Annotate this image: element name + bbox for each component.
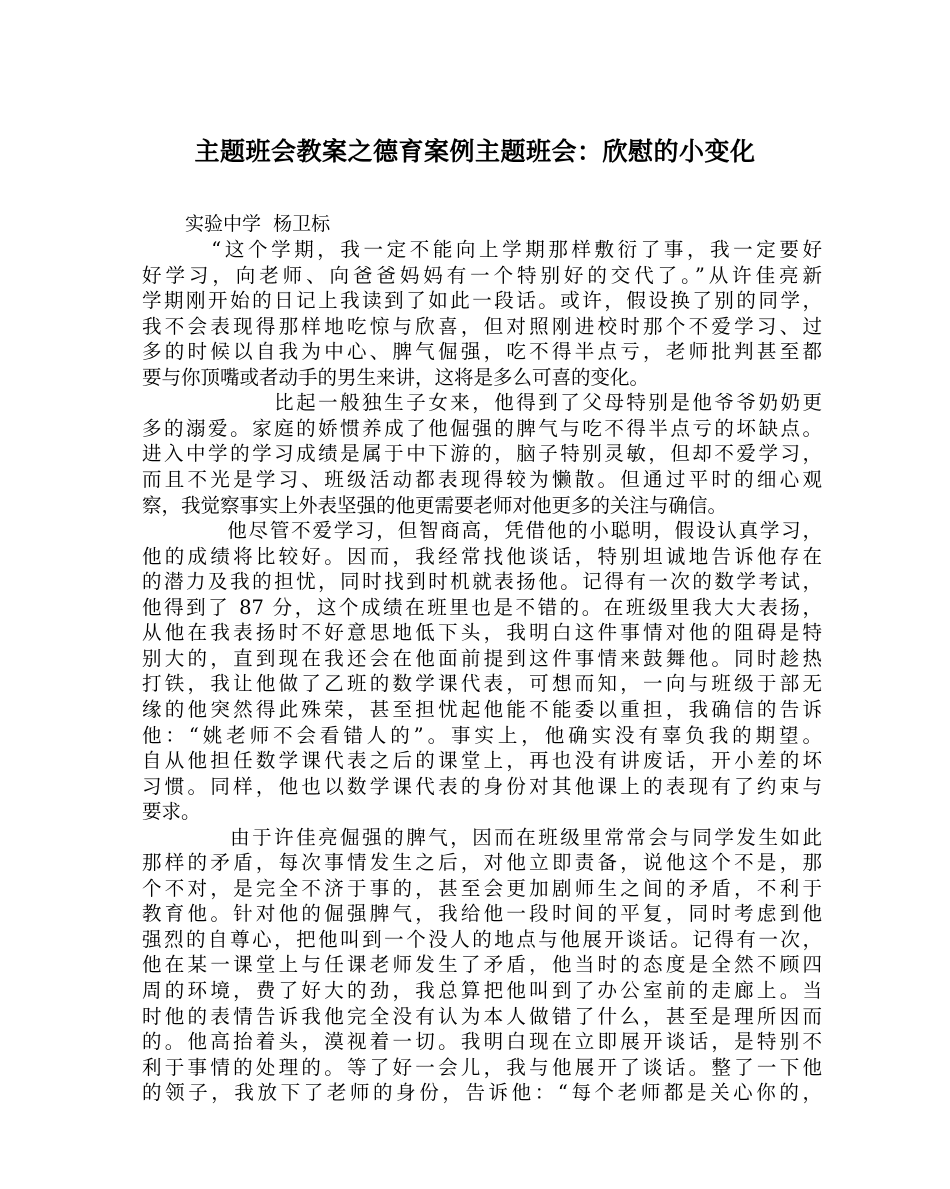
body-line: 察，我觉察事实上外表坚强的他更需要老师对他更多的关注与确信。 [142,493,728,517]
body-line: 习惯。同样，他也以数学课代表的身份对其他课上的表现有了约束与 [142,774,822,798]
body-line: 由于许佳亮倔强的脾气，因而在班级里常常会与同学发生如此 [142,825,822,849]
body-line: 的。他高抬着头，漠视着一切。我明白现在立即展开谈话，是特别不 [142,1030,822,1054]
body-line: 要求。 [142,800,201,824]
body-line: 他在某一课堂上与任课老师发生了矛盾，他当时的态度是全然不顾四 [142,953,822,977]
body-line: 周的环境，费了好大的劲，我总算把他叫到了办公室前的走廊上。当 [142,979,822,1002]
body-line: 打铁，我让他做了乙班的数学课代表，可想而知，一向与班级于部无 [142,672,822,696]
body-line: 自从他担任数学课代表之后的课堂上，再也没有讲废话，开小差的坏 [142,749,822,772]
body-line: 教育他。针对他的倔强脾气，我给他一段时间的平复，同时考虑到他 [142,902,822,926]
body-line: 时他的表情告诉我他完全没有认为本人做错了什么，甚至是理所因而 [142,1004,822,1028]
body-line: 我不会表现得那样地吃惊与欣喜，但对照刚进校时那个不爱学习、过 [142,314,822,338]
body-line: 多的溺爱。家庭的娇惯养成了他倔强的脾气与吃不得半点亏的坏缺点。 [142,416,822,440]
body-line: 的领子，我放下了老师的身份，告诉他：“每个老师都是关心你的， [142,1081,822,1105]
body-line: “这个学期，我一定不能向上学期那样敷衍了事，我一定要好 [142,238,822,261]
body-line: 进入中学的学习成绩是属于中下游的，脑子特别灵敏，但却不爱学习， [142,442,822,466]
body-line: 缘的他突然得此殊荣，甚至担忧起他能不能委以重担，我确信的告诉 [142,697,822,721]
body-line: 从他在我表扬时不好意思地低下头，我明白这件事情对他的阻碍是特 [142,621,822,645]
body-line: 他：“姚老师不会看错人的”。事实上，他确实没有辜负我的期望。 [142,723,822,747]
body-line: 多的时候以自我为中心、脾气倔强，吃不得半点亏，老师批判甚至都 [142,340,822,364]
body-line: 他的成绩将比较好。因而，我经常找他谈话，特别坦诚地告诉他存在 [142,544,822,568]
body-line: 好学习，向老师、向爸爸妈妈有一个特别好的交代了。”从许佳亮新 [142,263,822,287]
body-line: 而且不光是学习、班级活动都表现得较为懒散。但通过平时的细心观 [142,468,822,491]
body-line: 学期刚开始的日记上我读到了如此一段话。或许，假设换了别的同学， [142,289,822,313]
body-line: 比起一般独生子女来，他得到了父母特别是他爷爷奶奶更 [142,391,822,415]
author-line: 实验中学 杨卫标 [185,213,331,235]
body-line: 他尽管不爱学习，但智商高，凭借他的小聪明，假设认真学习， [142,519,822,542]
body-line: 强烈的自尊心，把他叫到一个没人的地点与他展开谈话。记得有一次， [142,927,822,951]
body-line: 个不对，是完全不济于事的，甚至会更加剧师生之间的矛盾，不利于 [142,876,822,900]
body-line: 要与你顶嘴或者动手的男生来讲，这将是多么可喜的变化。 [142,365,650,389]
body-line: 的潜力及我的担忧，同时找到时机就表扬他。记得有一次的数学考试， [142,570,822,594]
document-title: 主题班会教案之德育案例主题班会：欣慰的小变化 [194,137,756,166]
body-line: 他得到了 87 分，这个成绩在班里也是不错的。在班级里我大大表扬， [142,595,822,619]
body-line: 别大的，直到现在我还会在他面前提到这件事情来鼓舞他。同时趁热 [142,646,822,670]
body-line: 那样的矛盾，每次事情发生之后，对他立即责备，说他这个不是，那 [142,851,822,875]
body-line: 利于事情的处理的。等了好一会儿，我与他展开了谈话。整了一下他 [142,1055,822,1079]
